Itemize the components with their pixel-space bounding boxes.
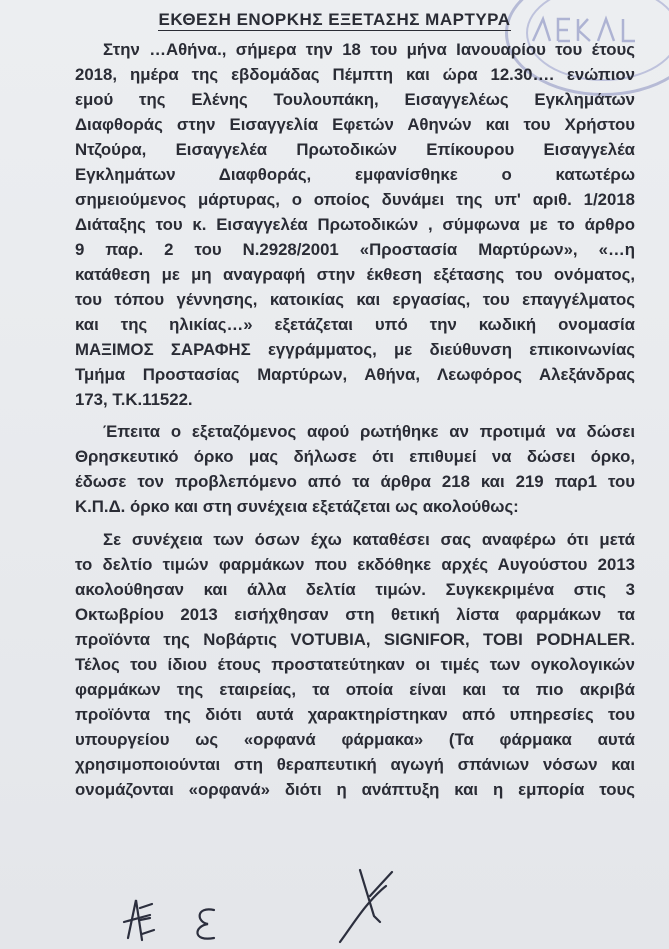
text-line: 2018, ημέρα της εβδομάδας Πέμπτη και ώρα 12.30…. ενώπιον [75, 65, 635, 84]
text-line: Εγκλημάτων Διαφθοράς, εμφανίσθηκε ο κατωτέρω [75, 165, 635, 184]
text-line: ονομάζονται «ορφανά» διότι η ανάπτυξη και η εμπορία τους [75, 780, 635, 799]
text-line: χρησιμοποιούνται στη θεραπευτική αγωγή σπάνιων νόσων και [75, 755, 635, 774]
text-line: Κ.Π.Δ. όρκο και στη συνέχεια εξετάζεται ως ακολούθως: [75, 497, 519, 516]
text-line: Ντζούρα, Εισαγγελέα Πρωτοδικών Επίκουρου Εισαγγελέα [75, 140, 635, 159]
text-line: και της ηλικίας…» εξετάζεται υπό την κωδική ονομασία [75, 315, 635, 334]
text-line: Έπειτα ο εξεταζόμενος αφού ρωτήθηκε αν προτιμά να δώσει [103, 422, 635, 441]
text-line: φαρμάκων της εταιρείας, τα οποία είναι και τα πιο ακριβά [75, 680, 635, 699]
text-line: Διαφθοράς στην Εισαγγελία Εφετών Αθηνών και του Χρήστου [75, 115, 635, 134]
text-line: 9 παρ. 2 του Ν.2928/2001 «Προστασία Μαρτύρων», «…η [75, 240, 635, 259]
text-line: Τμήμα Προστασίας Μαρτύρων, Αθήνα, Λεωφόρος Αλεξάνδρας [75, 365, 635, 384]
signature-3 [340, 870, 392, 942]
text-line: κατάθεση με μη αναγραφή στην έκθεση εξέτασης του ονόματος, [75, 265, 635, 284]
signature-1 [124, 900, 154, 940]
text-line: Στην …Αθήνα., σήμερα την 18 του μήνα Ιανουαρίου του έτους [103, 40, 635, 59]
text-line: προϊόντα της διότι αυτά χαρακτηρίστηκαν από υπηρεσίες του [75, 705, 635, 724]
text-line: 173, Τ.Κ.11522. [75, 390, 193, 409]
signature-2 [197, 909, 214, 938]
text-line: του τόπου γέννησης, κατοικίας και εργασίας, του επαγγέλματος [75, 290, 635, 309]
text-line: ακολούθησαν και άλλα δελτία τιμών. Συγκεκριμένα στις 3 [75, 580, 635, 599]
text-line: προϊόντα της Νοβάρτις VOTUBIA, SIGNIFOR, TOBI PODHALER. [75, 630, 635, 649]
text-line: Οκτωβρίου 2013 εισήχθησαν στη θετική λίστα φαρμάκων τα [75, 605, 635, 624]
text-line: υπουργείου ως «ορφανά φάρμακα» (Τα φάρμακα αυτά [75, 730, 635, 749]
text-line: το δελτίο τιμών φαρμάκων που εκδόθηκε αρχές Αυγούστου 2013 [75, 555, 635, 574]
text-line: ΜΑΞΙΜΟΣ ΣΑΡΑΦΗΣ εγγράμματος, με διεύθυνση επικοινωνίας [75, 340, 635, 359]
document-title: ΕΚΘΕΣΗ ΕΝΟΡΚΗΣ ΕΞΕΤΑΣΗΣ ΜΑΡΤΥΡΑ [158, 10, 511, 29]
text-line: Διάταξης του κ. Εισαγγελέα Πρωτοδικών , σύμφωνα με το άρθρο [75, 215, 635, 234]
text-line: Τέλος του ίδιου έτους προστατεύτηκαν οι τιμές των ογκολογικών [75, 655, 635, 674]
text-line: Σε συνέχεια των όσων έχω καταθέσει σας αναφέρω ότι μετά [103, 530, 635, 549]
text-line: Θρησκευτικό όρκο μας δήλωσε ότι επιθυμεί να δώσει όρκο, [75, 447, 635, 466]
text-line: σημειούμενος μάρτυρας, ο οποίος δυνάμει της υπ' αριθ. 1/2018 [75, 190, 635, 209]
text-line: εμού της Ελένης Τουλουπάκη, Εισαγγελέως Εγκλημάτων [75, 90, 635, 109]
signatures [0, 860, 669, 949]
text-line: έδωσε τον προβλεπόμενο από τα άρθρα 218 και 219 παρ1 του [75, 472, 635, 491]
